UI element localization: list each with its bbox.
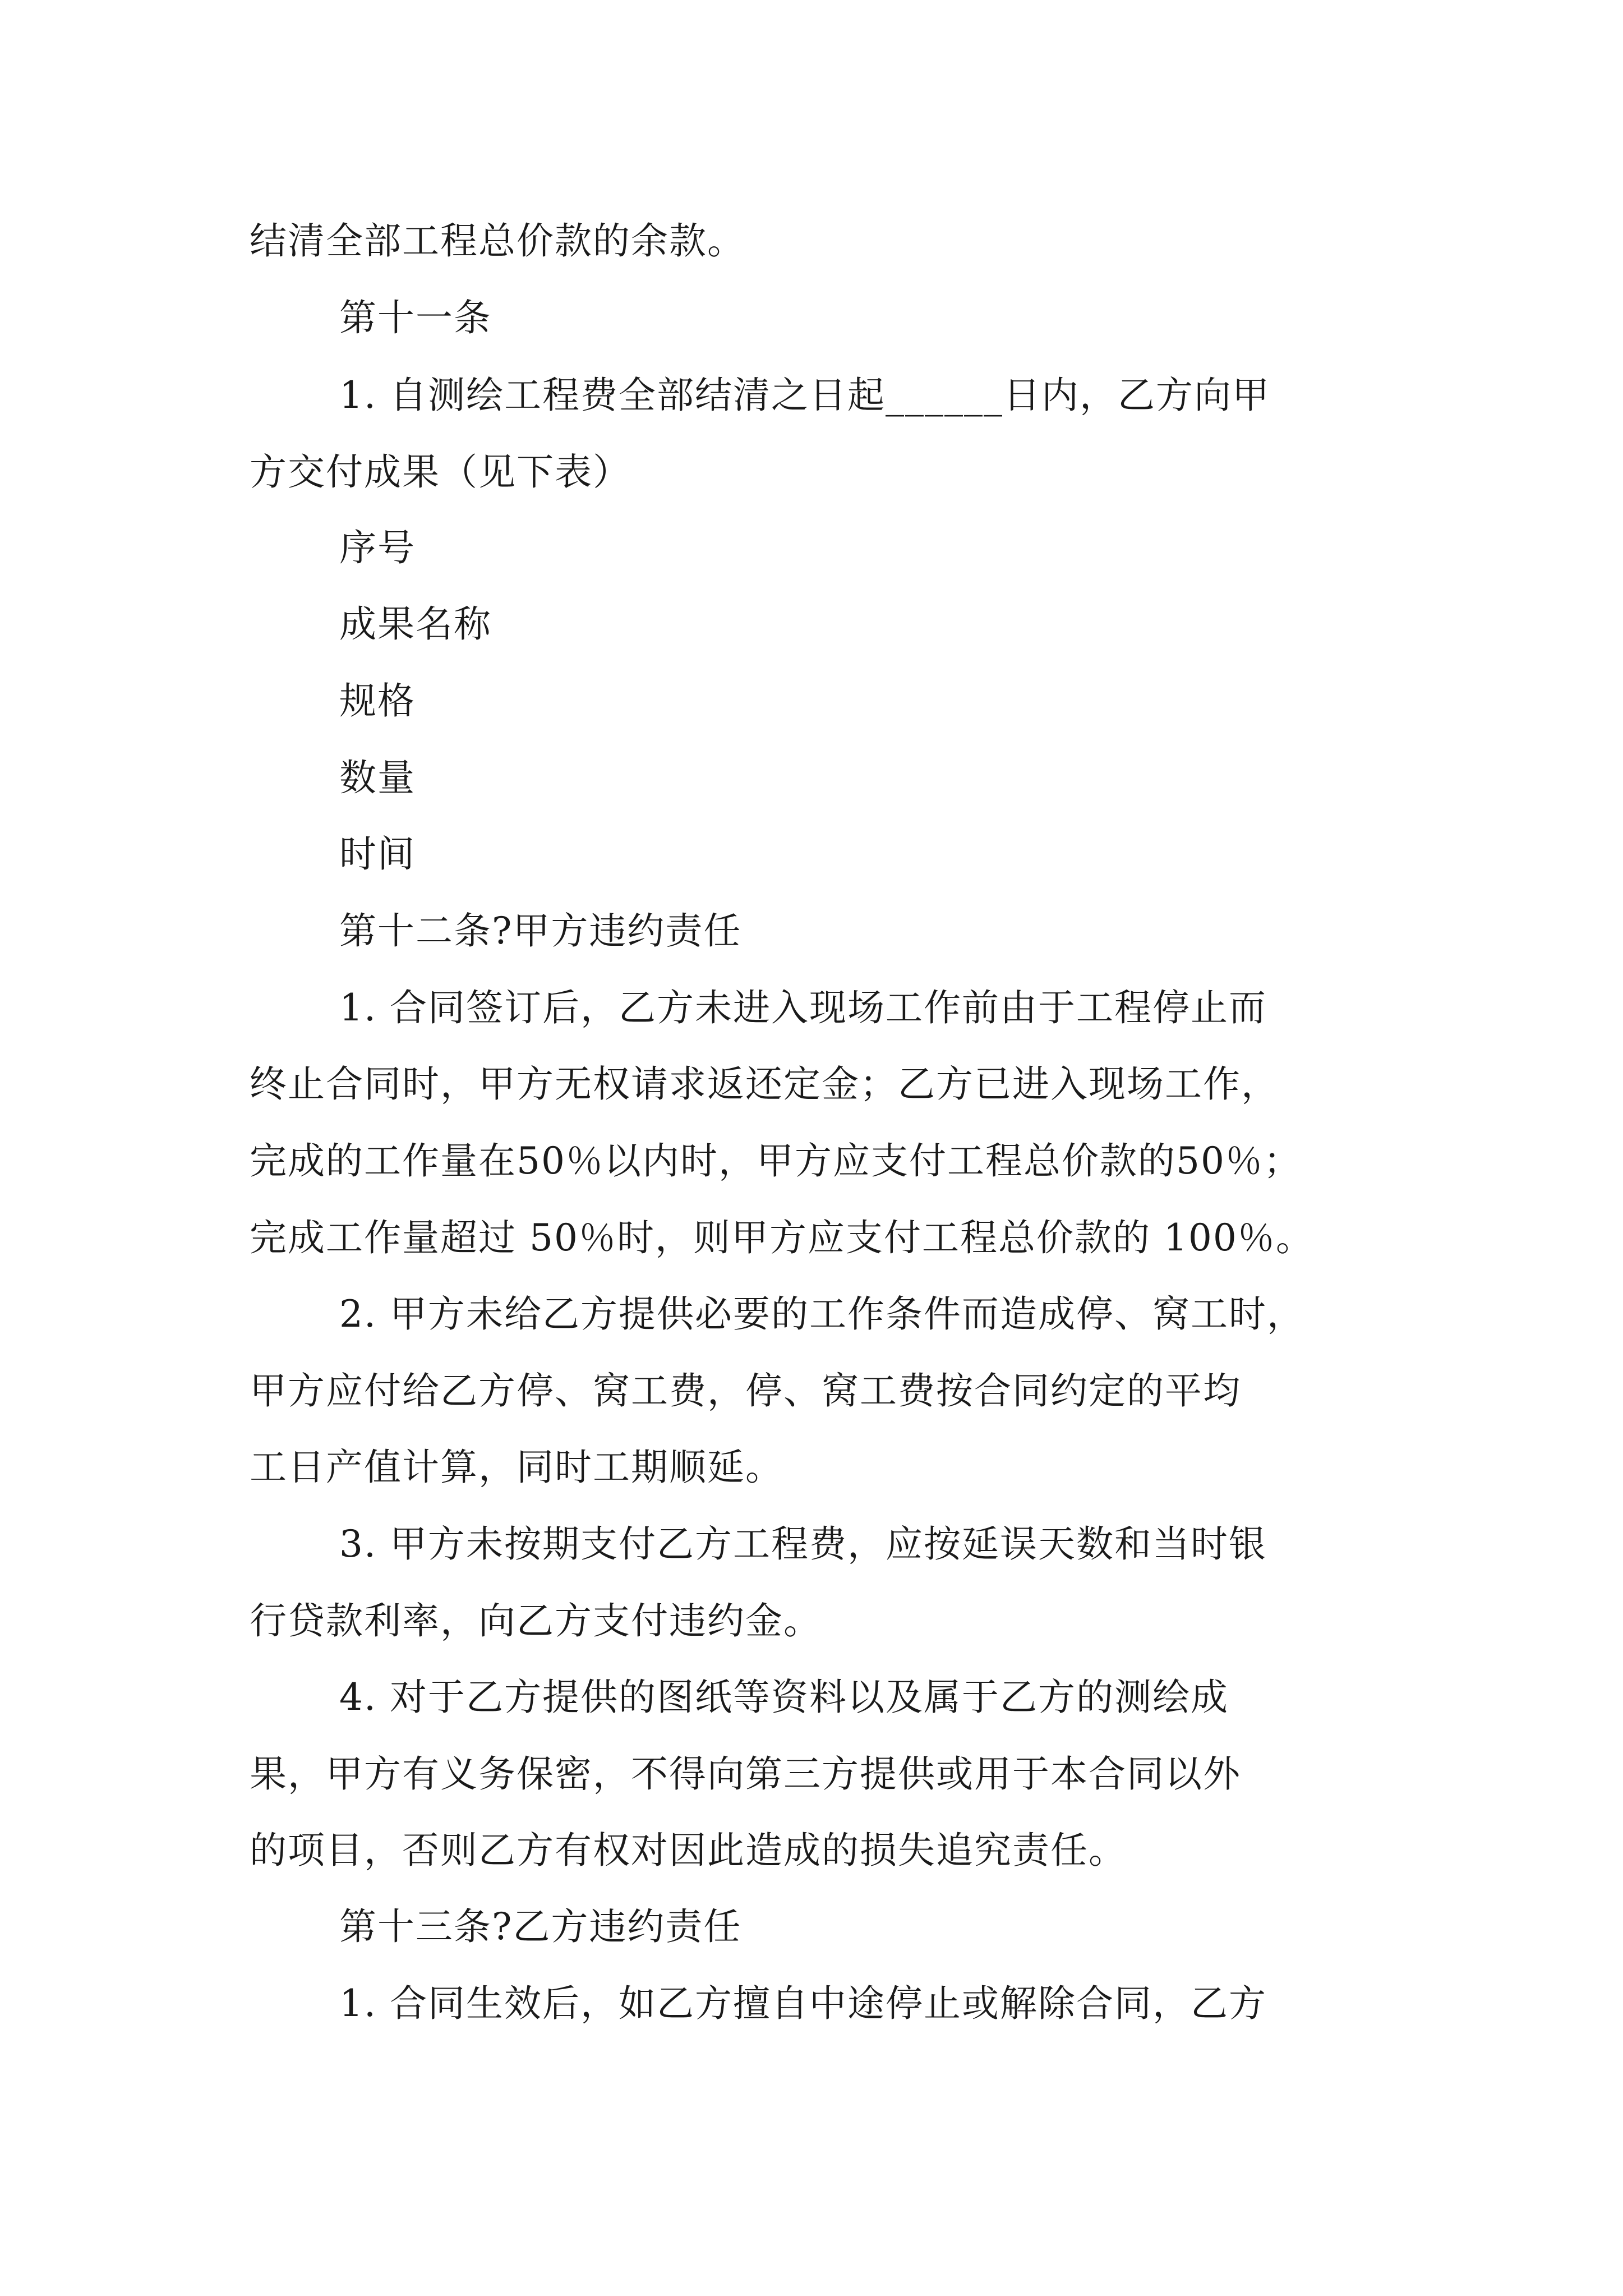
- table-header-spec: 规格: [339, 679, 416, 723]
- table-header-index: 序号: [339, 526, 416, 569]
- text-line: 3. 甲方未按期支付乙方工程费，应按延误天数和当时银: [339, 1522, 1267, 1566]
- text-line: 2. 甲方未给乙方提供必要的工作条件而造成停、窝工时，: [339, 1292, 1305, 1336]
- text-line: 1. 自测绘工程费全部结清之日起______日内，乙方向甲: [339, 374, 1270, 417]
- table-header-time: 时间: [339, 832, 416, 876]
- table-header-quantity: 数量: [339, 756, 416, 799]
- text-line: 的项目，否则乙方有权对因此造成的损失追究责任。: [250, 1829, 1127, 1872]
- table-header-name: 成果名称: [339, 602, 492, 646]
- text-line: 方交付成果（见下表）: [250, 450, 631, 494]
- text-line: 工日产值计算，同时工期顺延。: [250, 1446, 783, 1489]
- text-line: 完成的工作量在50％以内时，甲方应支付工程总价款的50％；: [250, 1139, 1302, 1182]
- text-line: 完成工作量超过 50％时，则甲方应支付工程总价款的 100％。: [250, 1216, 1314, 1259]
- text-line: 甲方应付给乙方停、窝工费，停、窝工费按合同约定的平均: [250, 1369, 1241, 1412]
- text-line: 果，甲方有义务保密，不得向第三方提供或用于本合同以外: [250, 1752, 1241, 1796]
- text-line: 结清全部工程总价款的余款。: [250, 219, 745, 263]
- text-line: 1. 合同签订后，乙方未进入现场工作前由于工程停止而: [339, 986, 1267, 1029]
- text-line: 行贷款利率，向乙方支付违约金。: [250, 1599, 822, 1642]
- text-line: 1. 合同生效后，如乙方擅自中途停止或解除合同，乙方: [339, 1982, 1267, 2025]
- text-line: 4. 对于乙方提供的图纸等资料以及属于乙方的测绘成: [339, 1676, 1229, 1719]
- text-line: 终止合同时，甲方无权请求返还定金；乙方已进入现场工作，: [250, 1062, 1279, 1106]
- article-heading: 第十三条?乙方违约责任: [339, 1905, 742, 1948]
- article-heading: 第十一条: [339, 296, 492, 339]
- article-heading: 第十二条?甲方违约责任: [339, 909, 742, 953]
